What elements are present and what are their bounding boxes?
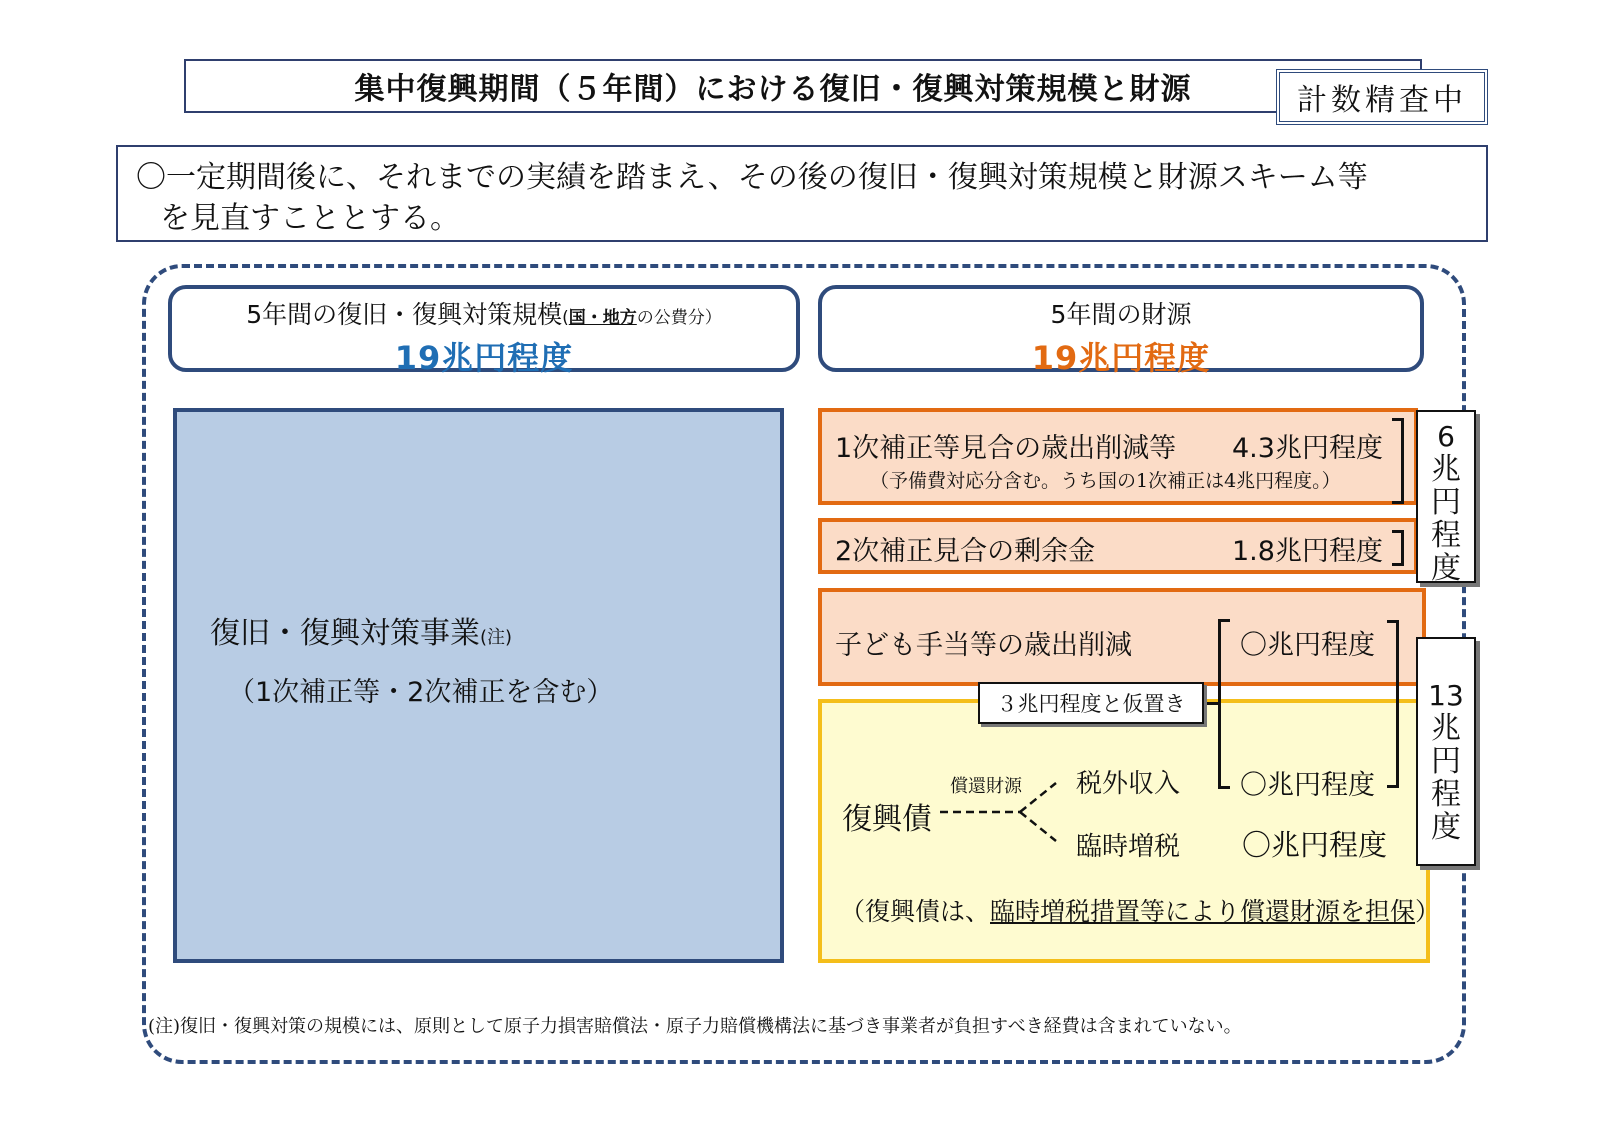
bond-source-2-amount: 〇兆円程度 <box>1242 828 1388 862</box>
note-line-1: 〇一定期間後に、それまでの実績を踏まえ、その後の復旧・復興対策規模と財源スキーム等 <box>136 160 1368 195</box>
funding-amount: 19兆円程度 <box>1031 339 1211 377</box>
bond-label: 復興債 <box>842 802 932 837</box>
source-2-amount: 1.8兆円程度 <box>1232 536 1383 567</box>
recovery-projects-subtitle: （1次補正等・2次補正を含む） <box>228 677 614 708</box>
provisional-tag: ３兆円程度と仮置き <box>978 682 1204 724</box>
bracket-source-1 <box>1392 418 1404 504</box>
title-box <box>184 59 1422 113</box>
total-6-trillion: 6 兆 円 程 度 <box>1416 410 1476 583</box>
scale-header <box>168 285 800 377</box>
source-2-label: 2次補正見合の剰余金 <box>835 536 1096 567</box>
bond-note: （復興債は、臨時増税措置等により償還財源を担保） <box>840 897 1441 926</box>
total-6-number: 6 <box>1437 420 1455 453</box>
source-1-amount: 4.3兆円程度 <box>1232 433 1383 464</box>
source-1-label: 1次補正等見合の歳出削減等 <box>835 433 1177 464</box>
scale-header-underlined: 国・地方 <box>568 308 637 328</box>
recovery-projects-title: 復旧・復興対策事業(注) <box>210 616 513 651</box>
footnote: (注)復旧・復興対策の規模には、原則として原子力損害賠償法・原子力賠償機構法に基づき事業者が負担すべき経費は含まれていない。 <box>148 1016 1242 1037</box>
note-line-2: を見直すこととする。 <box>160 201 460 236</box>
funding-header <box>818 285 1424 377</box>
bond-source-1: 税外収入 <box>1076 769 1181 799</box>
status-stamp: 計数精査中 <box>1276 69 1488 125</box>
total-13-number: 13 <box>1428 679 1464 712</box>
page-title: 集中復興期間（５年間）における復旧・復興対策規模と財源 <box>354 72 1192 107</box>
scale-amount: 19兆円程度 <box>394 339 574 377</box>
bracket-3-trillion <box>1218 619 1230 789</box>
funding-header-subtitle: 5年間の財源 <box>1050 300 1192 329</box>
bond-source-1-amount: 〇兆円程度 <box>1240 770 1375 801</box>
bracket-13-group <box>1387 620 1399 788</box>
bond-source-2: 臨時増税 <box>1076 832 1181 862</box>
bond-note-underlined: 臨時増税措置等により償還財源を担保 <box>990 897 1416 926</box>
source-3-amount: 〇兆円程度 <box>1240 630 1375 661</box>
bond-dashed-connector <box>940 775 1060 845</box>
tag-connector <box>1204 702 1219 705</box>
source-1-note: （予備費対応分含む。うち国の1次補正は4兆円程度。） <box>870 470 1341 492</box>
bond-link-label: 償還財源 <box>950 776 1022 797</box>
source-3-label: 子ども手当等の歳出削減 <box>835 630 1132 661</box>
bracket-source-2 <box>1392 530 1404 566</box>
total-13-trillion: 13 兆 円 程 度 <box>1416 637 1476 866</box>
scale-header-subtitle: 5年間の復旧・復興対策規模(国・地方の公費分） <box>246 300 722 329</box>
